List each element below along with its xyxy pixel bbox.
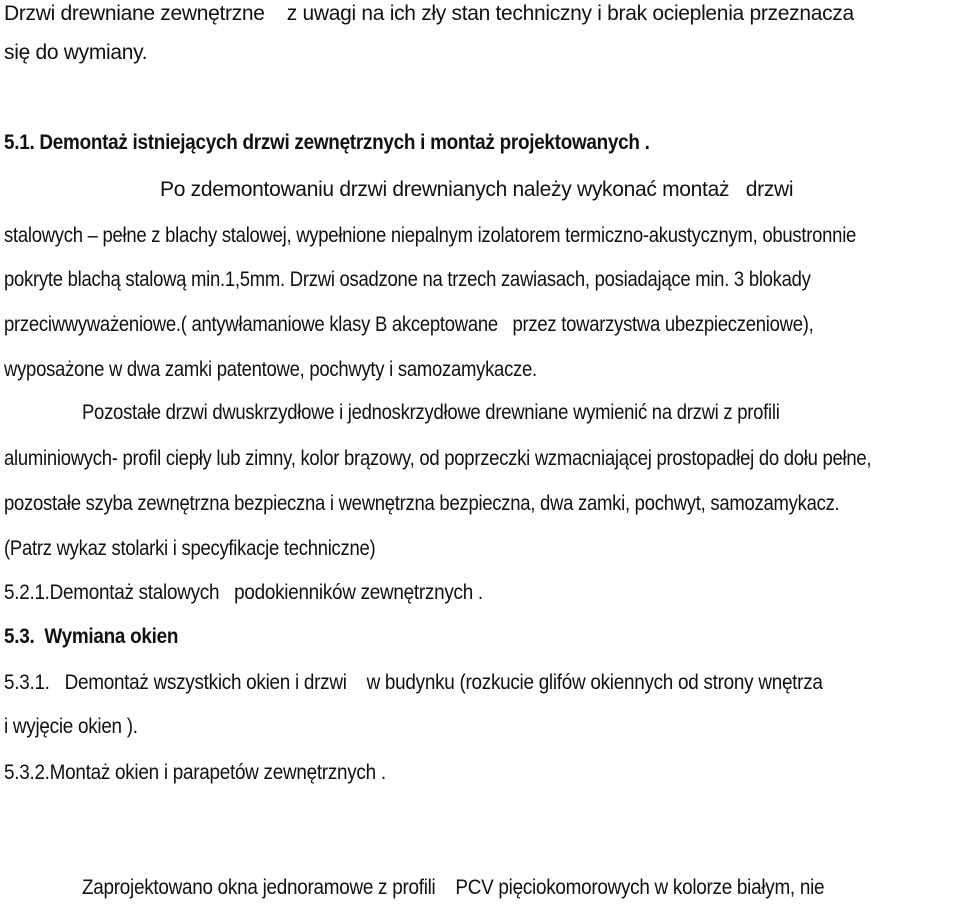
paragraph-line: się do wymiany.: [4, 41, 148, 64]
paragraph-line: aluminiowych- profil ciepły lub zimny, kolor brązowy, od poprzeczki wzmacniającej prostopadłej do dołu pełne,: [4, 447, 872, 470]
paragraph-line: (Patrz wykaz stolarki i specyfikacje techniczne): [4, 537, 376, 560]
paragraph-line: 5.3.1. Demontaż wszystkich okien i drzwi w budynku (rozkucie glifów okiennych od strony wnętrza: [4, 671, 823, 694]
paragraph-line: pozostałe szyba zewnętrzna bezpieczna i wewnętrzna bezpieczna, dwa zamki, pochwyt, samozamykacz.: [4, 492, 840, 515]
subsection-heading: 5.3.2.Montaż okien i parapetów zewnętrznych .: [4, 761, 386, 784]
paragraph-line: wyposażone w dwa zamki patentowe, pochwyty i samozamykacze.: [4, 358, 537, 381]
paragraph-line: Pozostałe drzwi dwuskrzydłowe i jednoskrzydłowe drewniane wymienić na drzwi z profili: [82, 401, 780, 424]
paragraph-line: Drzwi drewniane zewnętrzne z uwagi na ich zły stan techniczny i brak ocieplenia przeznacza: [4, 2, 854, 25]
paragraph-line: przeciwwyważeniowe.( antywłamaniowe klasy B akceptowane przez towarzystwa ubezpieczeniowe),: [4, 313, 814, 336]
paragraph-line: Zaprojektowano okna jednoramowe z profili PCV pięciokomorowych w kolorze białym, nie: [82, 876, 825, 899]
paragraph-line: pokryte blachą stalową min.1,5mm. Drzwi osadzone na trzech zawiasach, posiadające min. 3 blokady: [4, 268, 811, 291]
section-heading: 5.3. Wymiana okien: [4, 625, 179, 648]
subsection-heading: 5.2.1.Demontaż stalowych podokienników zewnętrznych .: [4, 581, 483, 604]
paragraph-line: stalowych – pełne z blachy stalowej, wypełnione niepalnym izolatorem termiczno-akustycznym, obustronnie: [4, 224, 857, 247]
section-heading: 5.1. Demontaż istniejących drzwi zewnętrznych i montaż projektowanych .: [4, 131, 650, 154]
paragraph-line: i wyjęcie okien ).: [4, 715, 138, 738]
paragraph-line: Po zdemontowaniu drzwi drewnianych należy wykonać montaż drzwi: [160, 178, 794, 201]
